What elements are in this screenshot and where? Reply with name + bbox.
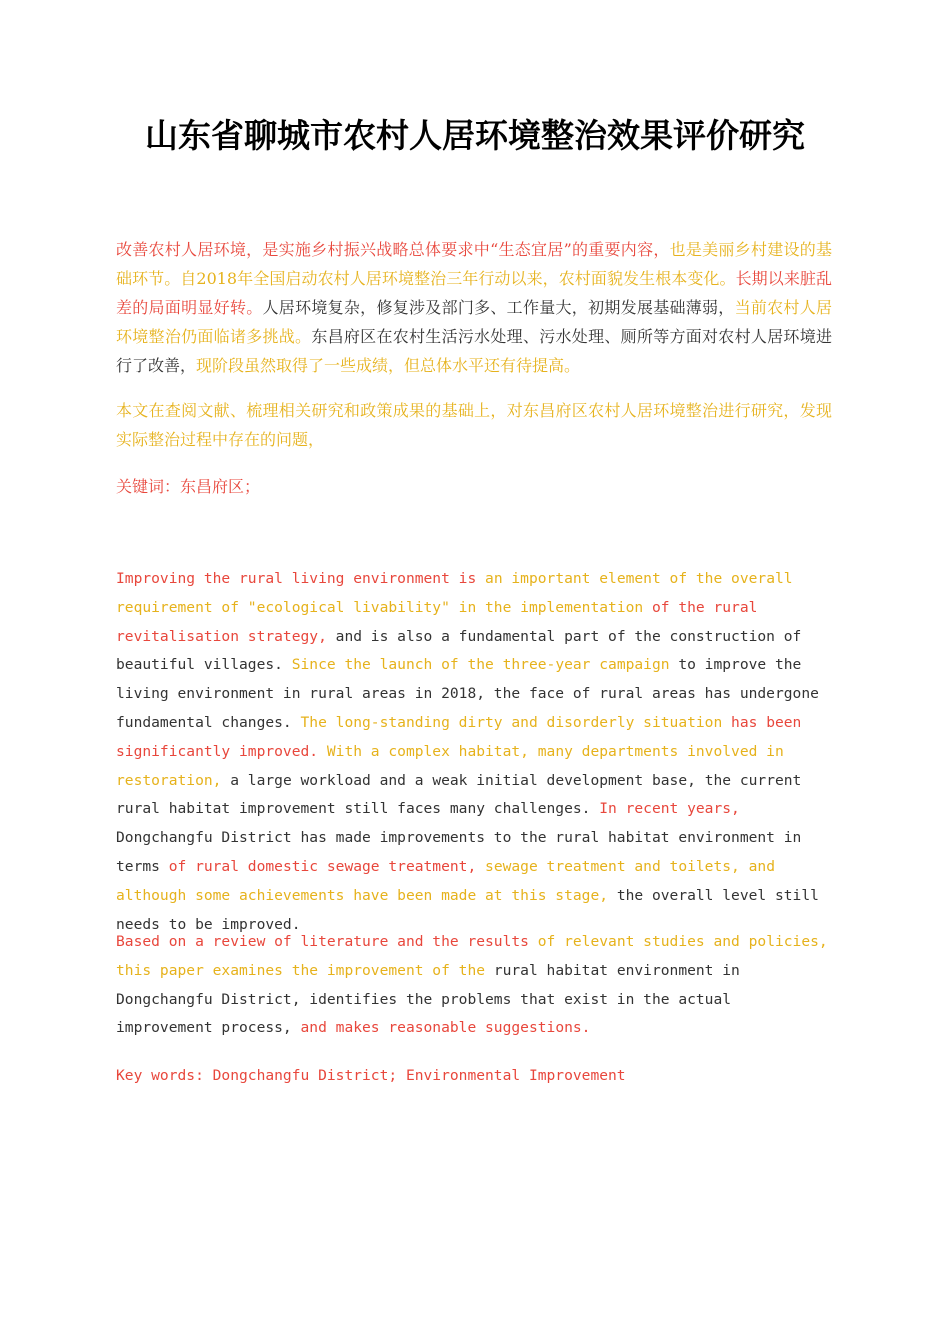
text-segment: rural habitat environment in Dongchangfu District, identifies the problems that exist in the actual improvement process, [116,961,740,1037]
document-title: 山东省聊城市农村人居环境整治效果评价研究 [145,116,805,155]
cn-abstract-paragraph-2 [116,396,832,454]
text-segment: The long-standing dirty and disorderly situation [300,713,732,731]
text-segment: In recent years, [599,800,740,818]
text-segment: of the rural revitalisation strategy, [116,598,758,645]
en-abstract-paragraph-2 [116,928,836,1043]
text-segment: Improving the rural living environment is [116,570,486,587]
text-segment: 东昌府区在农村生活污水处理、污水处理、厕所等方面对农村人居环境进行了改善， [116,327,832,375]
cn-abstract-paragraph-1 [116,235,832,380]
text-segment: and makes reasonable suggestions. [300,1019,591,1037]
text-segment: 人居环境复杂，修复涉及部门多、工作量大，初期发展基础薄弱， [262,298,735,317]
text-segment: a large workload and a weak initial development base, the current rural habitat improvement still faces many challenges. [116,771,802,818]
text-segment: 本文在查阅文献、梳理相关研究和政策成果的基础上，对东昌府区农村人居环境整治进行研究，发现实际整治过程中存在的问题， [116,401,832,449]
text-segment: Since the launch of the three-year campaign [291,656,679,674]
text-segment: 现阶段虽然取得了一些成绩，但总体水平还有待提高。 [196,356,581,375]
text-segment: Based on a review of literature and the results [116,933,538,950]
text-segment: 关键词：东昌府区； [116,477,261,496]
cn-keywords [116,472,832,501]
text-segment: 也是美丽乡村建设的基础环节。自2018年全国启动农村人居环境整治三年行动以来，农村面貌发生根本变化。 [116,240,832,288]
text-segment: Key words: Dongchangfu District; Environmental Improvement [116,1067,626,1084]
text-segment: to improve the living environment in rural areas in 2018, the face of rural areas has undergone fundamental changes. [116,656,819,731]
en-keywords [116,1062,836,1091]
text-segment: of relevant studies and policies, this paper examines the improvement of the [116,933,828,979]
text-segment: and is also a fundamental part of the construction of beautiful villages. [116,627,802,674]
text-segment: 当前农村人居环境整治仍面临诸多挑战。 [116,298,832,346]
en-abstract-paragraph-1 [116,565,836,939]
text-segment: 长期以来脏乱差的局面明显好转。 [116,269,832,317]
text-segment: the overall level still needs to be improved. [116,886,819,933]
text-segment: an important element of the overall requirement of "ecological livability" in the implementation [116,570,793,616]
text-segment: sewage treatment and toilets, and although some achievements have been made at this stage, [116,857,775,904]
text-segment: 改善农村人居环境，是实施乡村振兴战略总体要求中“生态宜居”的重要内容， [116,240,670,259]
text-segment: has been significantly improved. [116,713,802,760]
text-segment: Dongchangfu District has made improvements to the rural habitat environment in terms [116,829,802,875]
text-segment: With a complex habitat, many departments involved in restoration, [116,742,784,789]
text-segment: of rural domestic sewage treatment, [168,857,486,875]
